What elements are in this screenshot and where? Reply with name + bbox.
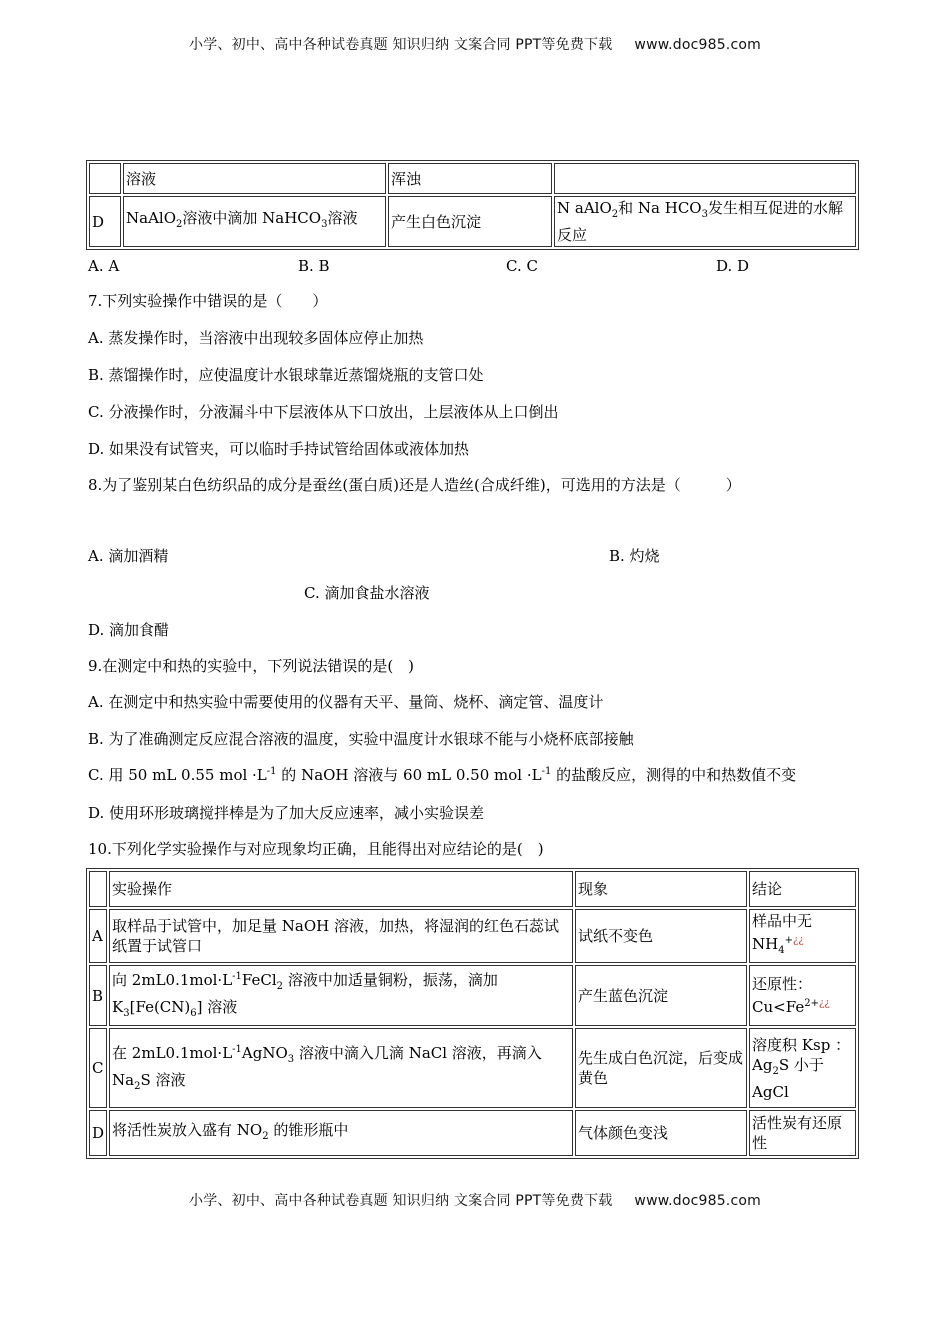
q9-option-b[interactable]: B. 为了准确测定反应混合溶液的温度，实验中温度计水银球不能与小烧杯底部接触 (88, 730, 634, 748)
option-a[interactable]: A. A (88, 257, 120, 275)
q7-option-d[interactable]: D. 如果没有试管夹，可以临时手持试管给固体或液体加热 (88, 440, 470, 458)
table-row: D 将活性炭放入盛有 $NO_2$ 的锥形瓶中 气体颜色变浅 活性炭有还原性 (89, 1110, 856, 1156)
q8-stem: 8.为了鉴别某白色纺织品的成分是蚕丝(蛋白质)还是人造丝(合成纤维)，可选用的方法是（ ） (88, 476, 741, 494)
q7-stem: 7.下列实验操作中错误的是（ ） (88, 292, 328, 310)
page-header: 小学、初中、高中各种试卷真题 知识归纳 文案合同 PPT等免费下载 www.doc985.com (189, 37, 761, 53)
option-b[interactable]: B. B (298, 257, 330, 275)
option-b[interactable]: B (89, 965, 107, 1026)
table-row: B 向 $2mL0.1mol\cdot L^{-1}FeCl_2$ 溶液中加适量铜粉，振荡，滴加 $K_3[Fe(CN)_6]$ 溶液 产生蓝色沉淀 还原性： $Cu<Fe^{2+¿¿}$ (89, 965, 856, 1026)
page-footer: 小学、初中、高中各种试卷真题 知识归纳 文案合同 PPT等免费下载 www.doc985.com (189, 1193, 761, 1209)
table-q6 (86, 160, 859, 250)
q9-stem: 9.在测定中和热的实验中，下列说法错误的是( ) (88, 657, 415, 675)
q7-option-c[interactable]: C. 分液操作时，分液漏斗中下层液体从下口放出，上层液体从上口倒出 (88, 403, 559, 421)
table-row: 溶液 浑浊 (89, 163, 856, 194)
table-row: D NaAlO$_2$溶液中滴加 NaHCO$_3$溶液 产生白色沉淀 N aAlO$_2$和 Na $HCO_3$发生相互促进的水解 反应 (89, 196, 856, 247)
q9-option-c[interactable]: C. 用 50 mL 0.55 mol $\cdot L^{-1}$ 的 NaOH 溶液与 60 mL 0.50 mol $\cdot L^{-1}$ 的盐酸反应，测得的中和热数值不变 (88, 766, 797, 784)
q10-stem: 10.下列化学实验操作与对应现象均正确，且能得出对应结论的是( ) (88, 840, 544, 858)
q9-option-a[interactable]: A. 在测定中和热实验中需要使用的仪器有天平、量筒、烧杯、滴定管、温度计 (88, 693, 604, 711)
header-site: www.doc985.com (634, 37, 761, 53)
q8-option-c[interactable]: C. 滴加食盐水溶液 (304, 584, 430, 602)
option-a[interactable]: A (89, 909, 107, 963)
q7-option-b[interactable]: B. 蒸馏操作时，应使温度计水银球靠近蒸馏烧瓶的支管口处 (88, 366, 484, 384)
footer-site: www.doc985.com (634, 1193, 761, 1209)
option-d[interactable]: D. D (716, 257, 750, 275)
option-d[interactable]: D (89, 1110, 107, 1156)
q9-option-d[interactable]: D. 使用环形玻璃搅拌棒是为了加大反应速率，减小实验误差 (88, 804, 485, 822)
table-row: 实验操作 现象 结论 (89, 871, 856, 907)
q7-option-a[interactable]: A. 蒸发操作时，当溶液中出现较多固体应停止加热 (88, 329, 424, 347)
table-row: A 取样品于试管中，加足量 NaOH 溶液，加热，将湿润的红色石蕊试纸置于试管口 试纸不变色 样品中无 $NH_4^{+¿¿}$ (89, 909, 856, 963)
table-q10 (86, 868, 859, 1159)
option-c[interactable]: C (89, 1028, 107, 1108)
option-c[interactable]: C. C (506, 257, 538, 275)
q8-option-d[interactable]: D. 滴加食醋 (88, 621, 170, 639)
table-row: C 在 $2mL0.1mol\cdot L^{-1}AgNO_3$ 溶液中滴入几滴 NaCl 溶液，再滴入 $Na_2S$ 溶液 先生成白色沉淀，后变成黄色 溶度积 Ksp ： $Ag_2S$ 小于 AgCl (89, 1028, 856, 1108)
q8-option-b[interactable]: B. 灼烧 (609, 547, 660, 565)
q8-option-a[interactable]: A. 滴加酒精 (88, 547, 169, 565)
